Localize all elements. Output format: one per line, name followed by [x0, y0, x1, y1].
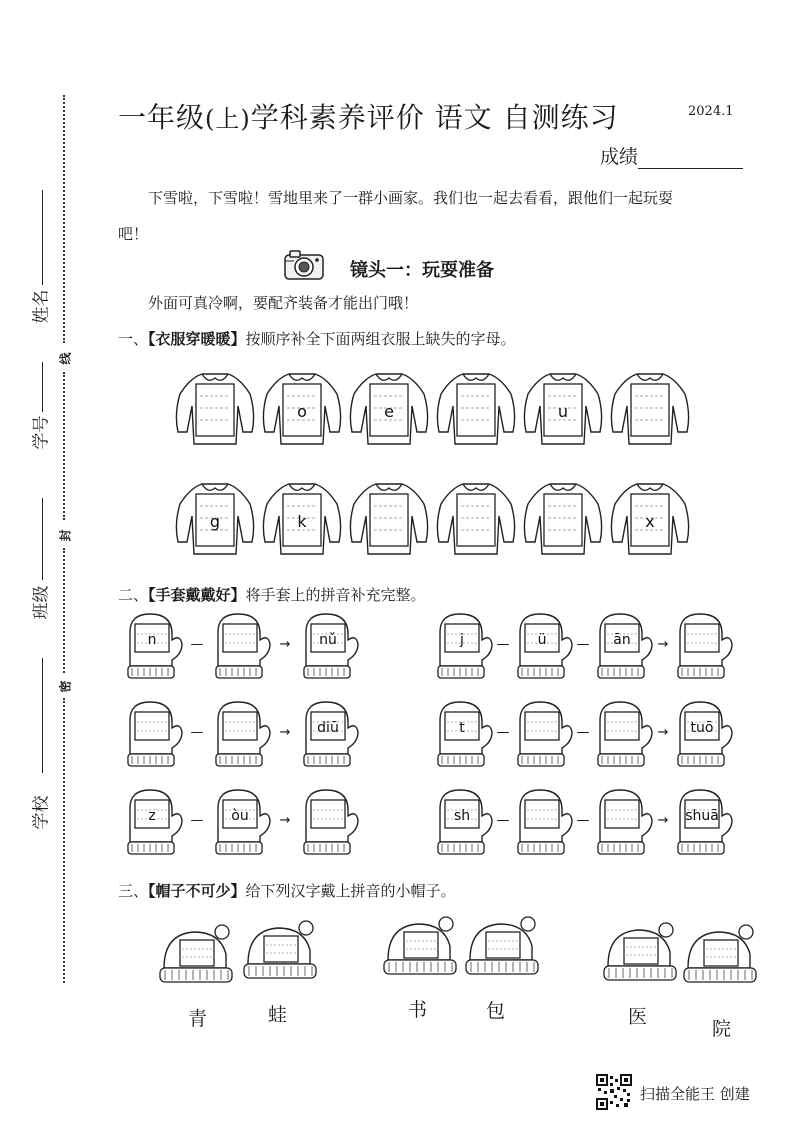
exam-date: 2024.1	[688, 104, 734, 119]
mitten-pinyin: òu	[231, 808, 249, 824]
mitten	[518, 614, 572, 678]
char-yuan: 院	[712, 1018, 732, 1040]
mitten-cuff	[128, 842, 174, 854]
class-line	[42, 498, 43, 580]
chain-link: —	[576, 813, 590, 828]
mitten-pinyin: nǔ	[319, 632, 337, 648]
shot-subtitle: 外面可真冷啊，要配齐装备才能出门哦！	[148, 294, 419, 312]
qr-code-icon	[596, 1074, 632, 1110]
sweater-letter: g	[209, 512, 221, 531]
mitten-cuff	[304, 754, 350, 766]
watermark-text: 扫描全能王 创建	[640, 1085, 750, 1103]
score-field	[600, 142, 743, 169]
mitten	[678, 614, 732, 678]
sweater-letter: x	[645, 512, 655, 531]
hat-pompom	[299, 921, 313, 935]
hat	[244, 921, 316, 978]
chain-link: —	[190, 813, 204, 828]
chain-link: —	[496, 637, 510, 652]
mitten	[678, 790, 732, 854]
q2-number: 二、	[118, 586, 149, 604]
mitten-pinyin: tuō	[690, 720, 714, 736]
mitten-cuff	[518, 754, 564, 766]
sweater-letter: e	[384, 402, 394, 421]
mitten-pinyin: ü	[537, 632, 547, 648]
chain-link: →	[279, 725, 291, 740]
q1-prompt	[118, 328, 516, 349]
binding-line-lower	[63, 548, 65, 673]
mitten-cuff	[216, 754, 262, 766]
hat-pompom	[659, 923, 673, 937]
sweater	[350, 484, 427, 554]
hat-box	[486, 932, 520, 958]
sweater	[524, 484, 601, 554]
school-label: 学校	[31, 795, 52, 830]
score-label: 成绩	[600, 146, 639, 168]
sweater-grid	[170, 362, 710, 562]
mitten	[304, 790, 358, 854]
sweater	[611, 484, 688, 554]
sweater	[263, 484, 340, 554]
mitten-pinyin: shuā	[685, 808, 719, 824]
camera-icon	[282, 248, 326, 282]
mitten	[304, 702, 358, 766]
mitten-cuff	[216, 842, 262, 854]
mitten	[438, 614, 492, 678]
mitten-cuff	[438, 842, 484, 854]
sweater	[524, 374, 601, 444]
hat-box	[180, 940, 214, 966]
mitten	[598, 614, 652, 678]
q1-number: 一、	[118, 330, 149, 348]
mitten	[216, 702, 270, 766]
mitten-box	[223, 624, 257, 652]
hat-pompom	[215, 925, 229, 939]
mitten-box	[311, 800, 345, 828]
name-label: 姓名	[31, 289, 52, 324]
chain-link: →	[657, 725, 669, 740]
mitten	[128, 702, 182, 766]
mitten-pinyin: ān	[613, 632, 631, 648]
mitten-box	[605, 800, 639, 828]
mitten-chains	[110, 606, 760, 876]
chain-link: —	[190, 725, 204, 740]
sweater	[611, 374, 688, 444]
mitten-box	[685, 624, 719, 652]
class-label: 班级	[31, 585, 52, 620]
sweater	[437, 374, 514, 444]
mitten	[438, 790, 492, 854]
sweater-pocket	[544, 494, 582, 546]
mitten-box	[525, 800, 559, 828]
sweater-letter: k	[297, 512, 307, 531]
title-grade: 一年级	[118, 101, 206, 134]
sweater	[437, 484, 514, 554]
mitten-box	[525, 712, 559, 740]
score-blank[interactable]	[638, 150, 743, 169]
binding-mark-xian: 线	[58, 352, 73, 365]
sweater-pocket	[631, 384, 669, 436]
sweater-pocket	[457, 384, 495, 436]
name-line	[42, 190, 43, 285]
sweater-pocket	[457, 494, 495, 546]
page-title	[118, 96, 619, 136]
intro-line-2: 吧！	[118, 225, 149, 243]
mitten-cuff	[128, 754, 174, 766]
chain-link: →	[657, 813, 669, 828]
hat-pompom	[439, 917, 453, 931]
chain-link: —	[576, 637, 590, 652]
id-label: 学号	[31, 415, 52, 450]
char-wa: 蛙	[268, 1004, 288, 1026]
mitten-pinyin: sh	[453, 808, 471, 824]
mitten-cuff	[304, 666, 350, 678]
mitten-cuff	[304, 842, 350, 854]
sweater-pocket	[370, 494, 408, 546]
title-subject: 语文	[434, 101, 493, 134]
mitten-cuff	[678, 842, 724, 854]
mitten-cuff	[518, 842, 564, 854]
sweater	[263, 374, 340, 444]
sweater-pocket	[196, 384, 234, 436]
mitten	[518, 790, 572, 854]
hat-box	[404, 932, 438, 958]
chain-link: —	[576, 725, 590, 740]
q3-prompt	[118, 880, 456, 901]
char-yi: 医	[628, 1006, 648, 1028]
chain-link: →	[279, 637, 291, 652]
char-shu: 书	[408, 999, 428, 1021]
char-bao: 包	[486, 1000, 506, 1022]
mitten	[438, 702, 492, 766]
mitten-cuff	[678, 666, 724, 678]
mitten	[598, 790, 652, 854]
hat-pompom	[739, 925, 753, 939]
mitten	[128, 614, 182, 678]
hat	[604, 923, 676, 980]
q2-prompt	[118, 584, 426, 605]
mitten-pinyin: n	[147, 632, 157, 648]
mitten-box	[135, 712, 169, 740]
title-level: (上)	[205, 105, 251, 133]
mitten-pinyin: diū	[317, 720, 339, 736]
hat	[466, 917, 538, 974]
mitten-pinyin: j	[460, 632, 464, 648]
mitten-pinyin: z	[148, 808, 156, 824]
mitten-cuff	[518, 666, 564, 678]
hat	[160, 925, 232, 982]
binding-line-top	[63, 95, 65, 343]
id-line	[42, 362, 43, 412]
mitten	[304, 614, 358, 678]
q2-tag: 【手套戴戴好】	[148, 586, 246, 604]
sweater	[176, 484, 253, 554]
q3-text: 给下列汉字戴上拼音的小帽子。	[245, 882, 456, 900]
title-tail: 自测练习	[502, 101, 619, 134]
hat	[684, 925, 756, 982]
chain-link: —	[496, 813, 510, 828]
binding-line-middle	[63, 372, 65, 520]
q3-number: 三、	[118, 882, 149, 900]
mitten-cuff	[598, 842, 644, 854]
mitten-cuff	[678, 754, 724, 766]
intro-paragraph	[118, 180, 758, 252]
binding-line-bottom	[63, 698, 65, 983]
chain-link: →	[279, 813, 291, 828]
mitten	[216, 614, 270, 678]
mitten-box	[223, 712, 257, 740]
title-main: 学科素养评价	[250, 101, 425, 134]
mitten	[678, 702, 732, 766]
mitten	[518, 702, 572, 766]
shot-title: 镜头一：玩耍准备	[350, 260, 494, 281]
q3-tag: 【帽子不可少】	[148, 882, 246, 900]
mitten	[598, 702, 652, 766]
char-qing: 青	[188, 1008, 208, 1030]
sweater	[176, 374, 253, 444]
hat-pompom	[521, 917, 535, 931]
hat	[384, 917, 456, 974]
binding-mark-mi: 密	[58, 680, 73, 693]
hat-box	[704, 940, 738, 966]
hat-row	[150, 900, 770, 990]
mitten	[216, 790, 270, 854]
mitten-cuff	[598, 666, 644, 678]
mitten-cuff	[438, 754, 484, 766]
mitten	[128, 790, 182, 854]
chain-link: →	[657, 637, 669, 652]
mitten-box	[605, 712, 639, 740]
hat-box	[264, 936, 298, 962]
mitten-pinyin: t	[459, 720, 465, 736]
chain-link: —	[190, 637, 204, 652]
mitten-cuff	[438, 666, 484, 678]
sweater	[350, 374, 427, 444]
sweater-letter: u	[557, 402, 569, 421]
hat-box	[624, 938, 658, 964]
q2-text: 将手套上的拼音补充完整。	[245, 586, 426, 604]
mitten-cuff	[216, 666, 262, 678]
sweater-letter: o	[297, 402, 307, 421]
mitten-cuff	[598, 754, 644, 766]
chain-link: —	[496, 725, 510, 740]
mitten-cuff	[128, 666, 174, 678]
q1-text: 按顺序补全下面两组衣服上缺失的字母。	[245, 330, 516, 348]
binding-mark-feng: 封	[58, 529, 73, 542]
school-line	[42, 658, 43, 773]
q1-tag: 【衣服穿暖暖】	[148, 330, 246, 348]
intro-line-1: 下雪啦，下雪啦！雪地里来了一群小画家。我们也一起去看看，跟他们一起玩耍	[148, 189, 674, 207]
